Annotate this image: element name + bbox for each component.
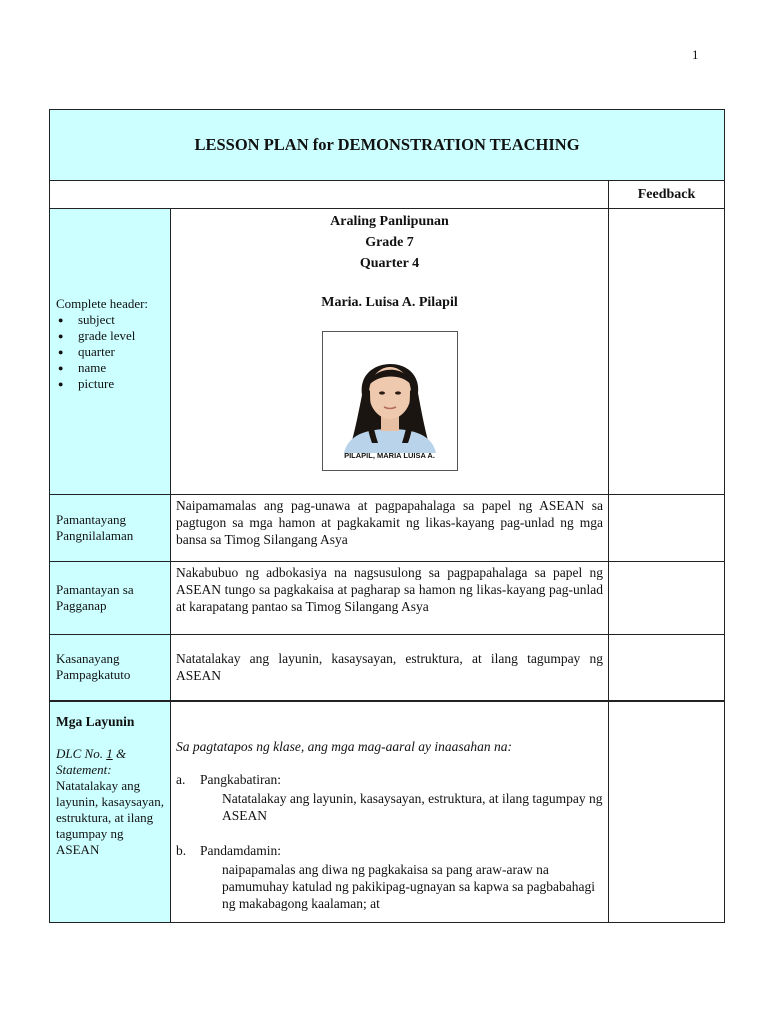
dlc-statement-label: Statement:: [56, 761, 112, 777]
row-content-kasanayang-pampagkatuto: Natatalakay ang layunin, kasaysayan, estruktura, at ilang tagumpay ng ASEAN: [171, 635, 609, 701]
objective-b-heading: b. Pandamdamin:: [176, 842, 281, 858]
bullet-icon: ●: [58, 331, 64, 341]
objectives-title: Mga Layunin: [56, 713, 135, 729]
feedback-header-row: [50, 181, 725, 209]
feedback-cell: [609, 562, 725, 635]
lesson-plan-table: [49, 109, 725, 923]
header-label-list: [56, 312, 164, 392]
row-label-pamantayan-sa-pagganap: Pamantayan sa Pagganap: [50, 562, 171, 635]
grade-level: Grade 7: [365, 235, 414, 250]
objective-a-heading: a. Pangkabatiran:: [176, 771, 281, 787]
list-item: ● quarter: [58, 344, 115, 359]
list-item: ● subject: [58, 312, 115, 327]
bullet-icon: ●: [58, 315, 64, 325]
feedback-cell: [609, 495, 725, 562]
row-content-pamantayan-sa-pagganap: Nakabubuo ng adbokasiya na nagsusulong sa pagpapahalaga sa papel ng ASEAN tungo sa pagkakaisa at pagharap sa hamon ng likas-kayang pag-unlad at karapatang pantao sa Timog Silangang Asya: [171, 562, 609, 635]
teacher-photo: [322, 331, 458, 471]
document-title: LESSON PLAN for DEMONSTRATION TEACHING: [50, 110, 725, 181]
dlc-number: 1: [106, 745, 113, 761]
dlc-label: DLC No. 1 &: [56, 745, 127, 761]
feedback-cell: [609, 701, 725, 923]
objective-b-body: naipapamalas ang diwa ng pagkakaisa sa pang araw-araw na pamumuhay katulad ng pakikipag-ugnayan sa kapwa sa pagbabahagi ng makabagong kaalaman; at: [222, 861, 596, 911]
table-row: [50, 635, 725, 701]
bullet-icon: ●: [58, 363, 64, 373]
subject: Araling Panlipunan: [330, 214, 449, 229]
objectives-intro: Sa pagtatapos ng klase, ang mga mag-aaral ay inaasahan na:: [176, 738, 512, 754]
objectives-label-cell: [50, 701, 171, 923]
row-label-pamantayang-pangnilalaman: Pamantayang Pangnilalaman: [50, 495, 171, 562]
header-section-row: [50, 209, 725, 495]
teacher-name: Maria. Luisa A. Pilapil: [321, 295, 458, 310]
header-content-cell: [171, 209, 609, 495]
title-row: [50, 110, 725, 181]
objective-a-body: Natatalakay ang layunin, kasaysayan, estruktura, at ilang tagumpay ng ASEAN: [222, 790, 603, 823]
bullet-icon: ●: [58, 347, 64, 357]
feedback-cell: [609, 635, 725, 701]
blank-header-cell: [50, 181, 609, 209]
objectives-content-cell: [171, 701, 609, 923]
dlc-statement: Natatalakay ang layunin, kasaysayan, estruktura, at ilang tagumpay ng ASEAN: [56, 777, 164, 857]
objectives-row: [50, 701, 725, 923]
header-label-title: Complete header:: [56, 296, 149, 311]
feedback-header: Feedback: [609, 181, 725, 209]
page-number: 1: [692, 47, 699, 62]
bullet-icon: ●: [58, 379, 64, 389]
row-label-kasanayang-pampagkatuto: Kasanayang Pampagkatuto: [50, 635, 171, 701]
table-row: [50, 562, 725, 635]
list-item: ● grade level: [58, 328, 136, 343]
list-item: ● name: [58, 360, 107, 375]
photo-caption: PILAPIL, MARIA LUISA A.: [344, 451, 435, 460]
feedback-cell: [609, 209, 725, 495]
list-item: ● picture: [58, 376, 115, 391]
portrait-icon: [326, 335, 454, 453]
header-label-cell: [50, 209, 171, 495]
quarter: Quarter 4: [359, 256, 420, 271]
row-content-pamantayang-pangnilalaman: Naipamamalas ang pag-unawa at pagpapahalaga sa papel ng ASEAN sa pagtugon sa mga hamon at pagkakamit ng likas-kayang pag-unlad ng mga bansa sa Timog Silangang Asya: [171, 495, 609, 562]
table-row: [50, 495, 725, 562]
